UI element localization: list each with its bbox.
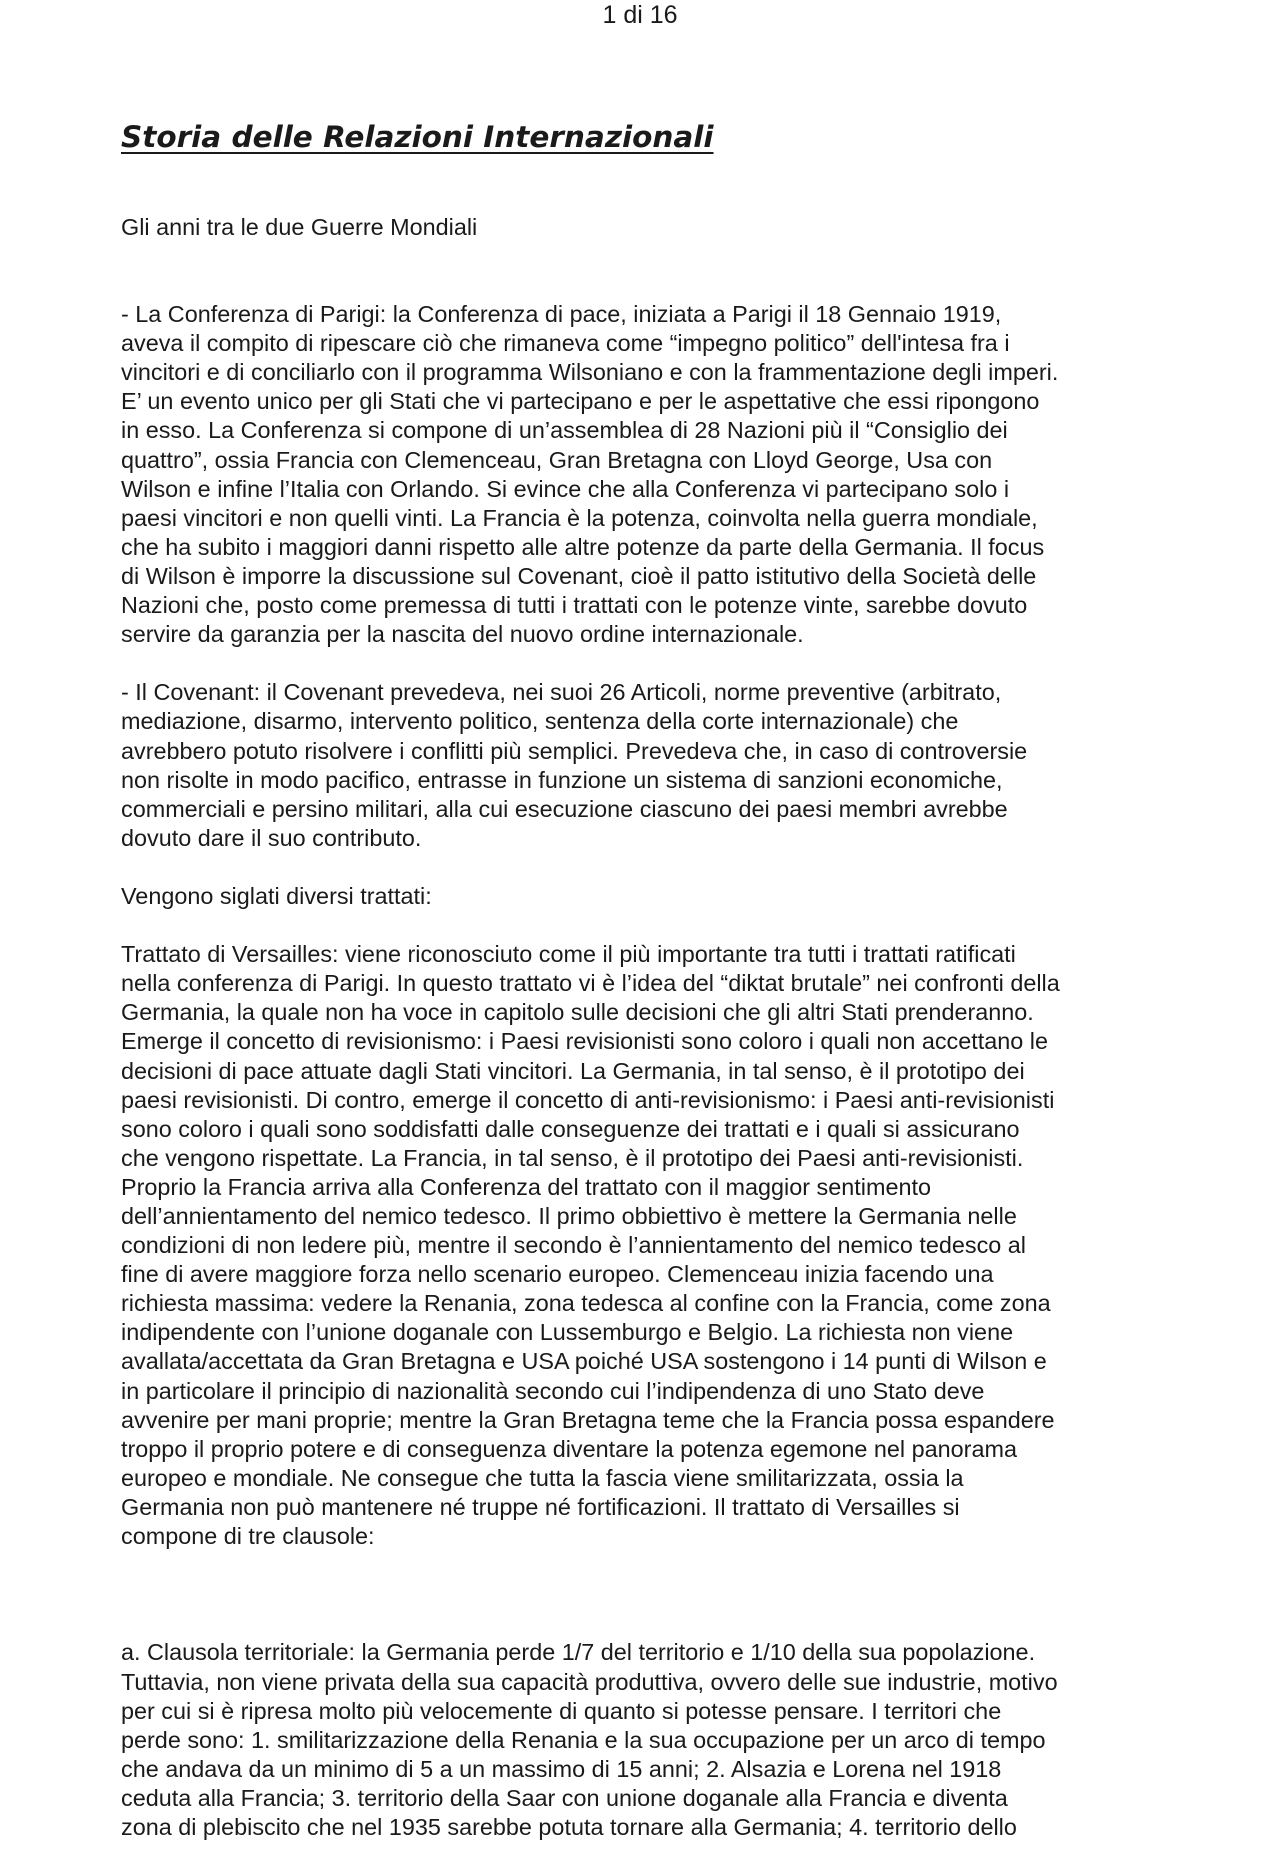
paragraph-covenant: - Il Covenant: il Covenant prevedeva, nei suoi 26 Articoli, norme preventive (arbitrato, mediazione, disarmo, intervento politico, sentenza della corte internazionale) che avrebbero potuto risolvere i conflitti più semplici. Prevedeva che, in caso di controversie non risolte in modo pacifico, entrasse in funzione un sistema di sanzioni economiche, commerciali e persino militari, alla cui esecuzione ciascuno dei paesi membri avrebbe dovuto dare il suo contributo. [121, 679, 1028, 851]
paragraph-trattati-intro: Vengono siglati diversi trattati: [121, 882, 432, 909]
document-title: Storia delle Relazioni Internazionali [121, 120, 714, 154]
paragraph-gap [121, 1580, 1181, 1609]
document-subtitle: Gli anni tra le due Guerre Mondiali [121, 214, 478, 240]
document-text [121, 271, 1181, 1871]
paragraph-trattato-versailles: Trattato di Versailles: viene riconosciuto come il più importante tra tutti i trattati ratificati nella conferenza di Parigi. In questo trattato vi è l’idea del “diktat brutale” nei confronti della Germania, la quale non ha voce in capitolo sulle decisioni che gli altri Stati prenderanno. Emerge il concetto di revisionismo: i Paesi revisionisti sono coloro i quali non accettano le decisioni di pace attuate dagli Stati vincitori. La Germania, in tal senso, è il prototipo dei paesi revisionisti. Di contro, emerge il concetto di anti-revisionismo: i Paesi anti-revisionisti sono coloro i quali sono soddisfatti dalle conseguenze dei trattati e i quali si assicurano che vengono rispettate. La Francia, in tal senso, è il prototipo dei Paesi anti-revisionisti. Proprio la Francia arriva alla Conferenza del trattato con il maggior sentimento dell’annientamento del nemico tedesco. Il primo obbiettivo è mettere la Germania nelle condizioni di non ledere più, mentre il secondo è l’annientamento del nemico tedesco al fine di avere maggiore forza nello scenario europeo. Clemenceau inizia facendo una richiesta massima: vedere la Renania, zona tedesca al confine con la Francia, come zona indipendente con l’unione doganale con Lussemburgo e Belgio. La richiesta non viene avallata/accettata da Gran Bretagna e USA poiché USA sostengono i 14 punti di Wilson e in particolare il principio di nazionalità secondo cui l’indipendenza di uno Stato deve avvenire per mani proprie; mentre la Gran Bretagna teme che la Francia possa espandere troppo il proprio potere e di conseguenza diventare la potenza egemone nel panorama europeo e mondiale. Ne consegue che tutta la fascia viene smilitarizzata, ossia la Germania non può mantenere né truppe né fortificazioni. Il trattato di Versailles si compone di tre clausole: [121, 941, 1060, 1550]
paragraph-clausola-territoriale: a. Clausola territoriale: la Germania perde 1/7 del territorio e 1/10 della sua popolazione. Tuttavia, non viene privata della sua capacità produttiva, ovvero delle sue industrie, motivo per cui si è ripresa molto più velocemente di quanto si potesse pensare. I territori che perde sono: 1. smilitarizzazione della Renania e la sua occupazione per un arco di tempo che andava da un minimo di 5 a un massimo di 15 anni; 2. Alsazia e Lorena nel 1918 ceduta alla Francia; 3. territorio della Saar con unione doganale alla Francia e diventa zona di plebiscito che nel 1935 sarebbe potuta tornare alla Germania; 4. territorio dello [121, 1639, 1058, 1840]
paragraph-conferenza-parigi: - La Conferenza di Parigi: la Conferenza di pace, iniziata a Parigi il 18 Gennaio 1919, aveva il compito di ripescare ciò che rimaneva come “impegno politico” dell'intesa fra i vincitori e di conciliarlo con il programma Wilsoniano e con la frammentazione degli imperi. E’ un evento unico per gli Stati che vi partecipano e per le aspettative che essi ripongono in esso. La Conferenza si compone di un’assemblea di 28 Nazioni più il “Consiglio dei quattro”, ossia Francia con Clemenceau, Gran Bretagna con Lloyd George, Usa con Wilson e infine l’Italia con Orlando. Si evince che alla Conferenza vi partecipano solo i paesi vincitori e non quelli vinti. La Francia è la potenza, coinvolta nella guerra mondiale, che ha subito i maggiori danni rispetto alle altre potenze da parte della Germania. Il focus di Wilson è imporre la discussione sul Covenant, cioè il patto istitutivo della Società delle Nazioni che, posto come premessa di tutti i trattati con le potenze vinte, sarebbe dovuto servire da garanzia per la nascita del nuovo ordine internazionale. [121, 301, 1059, 648]
document-body [121, 115, 1181, 1871]
page-number: 1 di 16 [602, 1, 678, 29]
